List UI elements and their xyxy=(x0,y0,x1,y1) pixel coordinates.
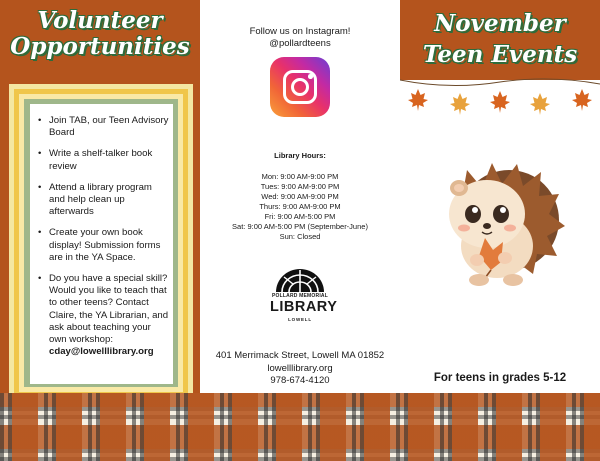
contact-email[interactable]: cday@lowelllibrary.org xyxy=(49,346,154,358)
hours-row: Fri: 9:00 AM-5:00 PM xyxy=(264,212,336,221)
website-link[interactable]: lowelllibrary.org xyxy=(267,362,333,374)
instagram-prompt: Follow us on Instagram! xyxy=(249,26,351,37)
maple-leaf-icon xyxy=(408,89,428,111)
hours-row: Sat: 9:00 AM-5:00 PM (September-June) xyxy=(232,222,368,231)
phone-number: 978-674-4120 xyxy=(270,375,330,386)
logo-line2: LIBRARY xyxy=(270,299,338,315)
audience-text: For teens in grades 5-12 xyxy=(433,372,567,384)
volunteer-panel xyxy=(0,0,200,461)
events-banner xyxy=(400,0,600,80)
instagram-icon[interactable] xyxy=(270,57,330,117)
hedgehog-illustration xyxy=(437,158,567,288)
volunteer-list xyxy=(38,115,169,367)
library-logo-icon xyxy=(273,266,327,293)
contact-info xyxy=(200,350,400,388)
hours-title: Library Hours: xyxy=(274,151,326,160)
hours-row: Tues: 9:00 AM-9:00 PM xyxy=(260,182,340,191)
hours-row: Wed: 9:00 AM-9:00 PM xyxy=(261,192,339,201)
volunteer-item xyxy=(38,273,169,358)
events-title: November Teen Events xyxy=(422,10,578,68)
volunteer-list-box xyxy=(30,104,173,384)
maple-leaf-icon xyxy=(530,93,550,115)
volunteer-title: Volunteer Opportunities xyxy=(10,7,190,60)
library-logo xyxy=(270,266,338,330)
leaf-garland xyxy=(400,76,600,121)
maple-leaf-icon xyxy=(572,89,592,111)
logo-line1: POLLARD MEMORIAL xyxy=(272,293,328,299)
volunteer-item: • Attend a library program and help clean up afterwards xyxy=(38,182,169,219)
volunteer-item: • Join TAB, our Teen Advisory Board xyxy=(38,115,169,139)
instagram-text xyxy=(200,26,400,50)
logo-line3: LOWELL xyxy=(288,317,312,322)
street-address: 401 Merrimack Street, Lowell MA 01852 xyxy=(215,350,385,361)
maple-leaf-icon xyxy=(450,93,470,115)
instagram-handle[interactable]: @pollardteens xyxy=(269,38,331,49)
hours-row: Sun: Closed xyxy=(279,232,321,241)
plaid-border xyxy=(0,393,600,461)
hours-list xyxy=(200,172,400,242)
hours-row: Thurs: 9:00 AM-9:00 PM xyxy=(259,202,341,211)
volunteer-item-text: Do you have a special skill? Would you like to teach that to other teens? Contact Claire, the YA Librarian, and ask about teaching your own workshop: xyxy=(49,273,169,346)
volunteer-item: • Write a shelf-talker book review xyxy=(38,148,169,172)
hours-row: Mon: 9:00 AM-9:00 PM xyxy=(261,172,339,181)
info-panel xyxy=(200,0,400,393)
volunteer-item: • Create your own book display! Submission forms are in the YA Space. xyxy=(38,227,169,264)
maple-leaf-icon xyxy=(490,91,510,113)
